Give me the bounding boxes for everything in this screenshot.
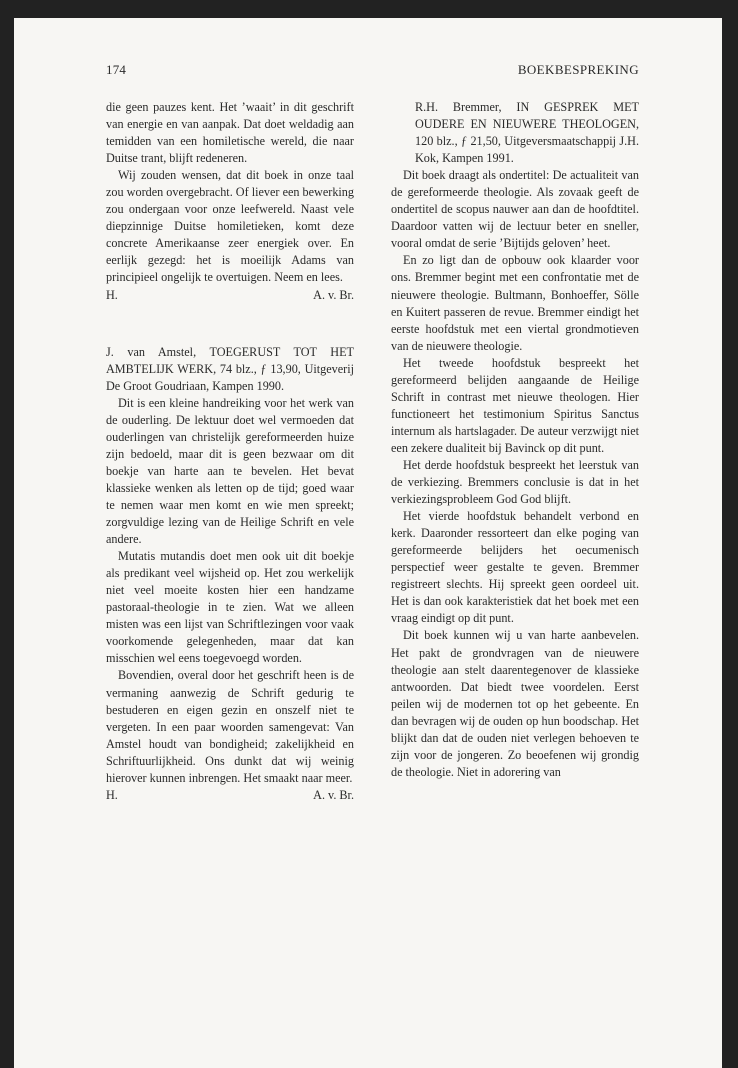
review-bibliography-amstel: J. van Amstel, TOEGERUST TOT HET AMBTELIJK WERK, 74 blz., ƒ 13,90, Uitgeverij De Groot Goudriaan, Kampen 1990.: [106, 344, 354, 393]
right-paragraph-5: Het vierde hoofdstuk behandelt verbond en kerk. Daaronder ressorteert dan elke poging van gereformeerde belijders het oecumenisch perspectief weer gestalte te geven. Bremmer registreert slechts. Hij spreekt geen oordeel uit. Het is dan ook karakteristiek dat het boek met een vraag eindigt op dit punt.: [391, 509, 639, 626]
running-head: [106, 62, 639, 80]
review-bibliography-bremmer: R.H. Bremmer, IN GESPREK MET OUDERE EN NIEUWERE THEOLOGEN, 120 blz., ƒ 21,50, Uitgeversmaatschappij J.H. Kok, Kampen 1991.: [415, 100, 639, 166]
scan-border-right: [722, 0, 738, 1068]
page-number: 174: [106, 62, 127, 77]
signature-name: A. v. Br.: [313, 287, 354, 302]
scan-border-top: [0, 0, 738, 18]
right-paragraph-4: Het derde hoofdstuk bespreekt het leerstuk van de verkiezing. Bremmers conclusie is dat in het verkiezingsprobleem God God blijft.: [391, 457, 639, 507]
signature-initial: H.: [106, 787, 118, 802]
left-paragraph-1: die geen pauzes kent. Het ’waait’ in dit geschrift van energie en van aanpak. Dat doet weldadig aan temidden van een homiletische wereld, die naar Duitse trant, blijft redeneren.: [106, 100, 354, 166]
left-paragraph-4: Mutatis mutandis doet men ook uit dit boekje als predikant veel wijsheid op. Het zou werkelijk niet veel moeite kosten hier een handzame pastoraal-theologie in te zien. Wat we alleen misten was een lijst van Schriftlezingen voor vaak voorkomende gelegenheden, maar dat kan misschien wel eens toegevoegd worden.: [106, 549, 354, 666]
left-paragraph-3: Dit is een kleine handreiking voor het werk van de ouderling. De lektuur doet wel vermoeden dat ouderlingen van christelijk gereformeerden huize zijn bedoeld, maar dit is geen bezwaar om dit boekje van harte aan te bevelen. Het bevat klassieke wenken als letten op de tijd; goed waar te nemen waar men komt en wie men spreekt; zorgvuldige lezing van de Heilige Schrift en vele andere.: [106, 395, 354, 547]
right-paragraph-2: En zo ligt dan de opbouw ook klaarder voor ons. Bremmer begint met een confrontatie met de nieuwere theologie. Bultmann, Bonhoeffer, Sölle en Kuitert passeren de revue. Bremmer eindigt het eerste hoofdstuk met een viertal grondmotieven van de nieuwere theologie.: [391, 253, 639, 353]
signature-initial: H.: [106, 287, 118, 302]
signature-1: [106, 287, 354, 304]
scan-border-left: [0, 0, 14, 1068]
left-paragraph-5: Bovendien, overal door het geschrift heen is de vermaning aanwezig de Schrift gedurig te bestuderen en eigen gezin en onszelf niet te vergeten. In een paar woorden samengevat: Van Amstel houdt van bondigheid; zakelijkheid en Schriftuurlijkheid. Ons dunkt dat wij weinig hierover kunnen inbrengen. Het smaakt naar meer.: [106, 668, 354, 785]
left-column: [106, 99, 354, 804]
section-title: BOEKBESPREKING: [517, 62, 639, 77]
signature-2: [106, 787, 354, 804]
right-paragraph-1: Dit boek draagt als ondertitel: De actualiteit van de gereformeerde theologie. Als zovaak geeft de ondertitel de scopus nauwer aan dan de hoofdtitel. Daardoor vatten wij de lectuur beter en sneller, vooral omdat de serie ’Bijtijds geloven’ heet.: [391, 168, 639, 251]
right-paragraph-6: Dit boek kunnen wij u van harte aanbevelen. Het pakt de grondvragen van de nieuwere theologie aan stelt daarentegenover de klassieke antwoorden. Dat biedt twee voordelen. Eerst peilen wij de modernen tot op het gebeente. En dan bevragen wij de ouden op hun boodschap. Het blijkt dan dat de ouden niet verlegen behoeven te zijn voor de jongeren. Zo beoefenen wij grondig de theologie. Niet in adorering van: [391, 628, 639, 779]
signature-name: A. v. Br.: [313, 787, 354, 802]
left-paragraph-2: Wij zouden wensen, dat dit boek in onze taal zou worden overgebracht. Of liever een bewerking zou ondergaan voor onze leefwereld. Naast vele diepzinnige Duitse homiletieken, komt deze concrete Amerikaanse zeer energiek over. En eerlijk gezegd: het is moeilijk Adams van principieel ongelijk te overtuigen. Neem en lees.: [106, 168, 354, 285]
right-paragraph-3: Het tweede hoofdstuk bespreekt het gereformeerd belijden aangaande de Heilige Schrift in contrast met nieuwe theologen. Hier functioneert het testimonium Spiritus Sanctus internum als hartslagader. De auteur verzwijgt niet een zekere dualiteit bij Bavinck op dit punt.: [391, 355, 639, 455]
right-column: [391, 99, 639, 781]
